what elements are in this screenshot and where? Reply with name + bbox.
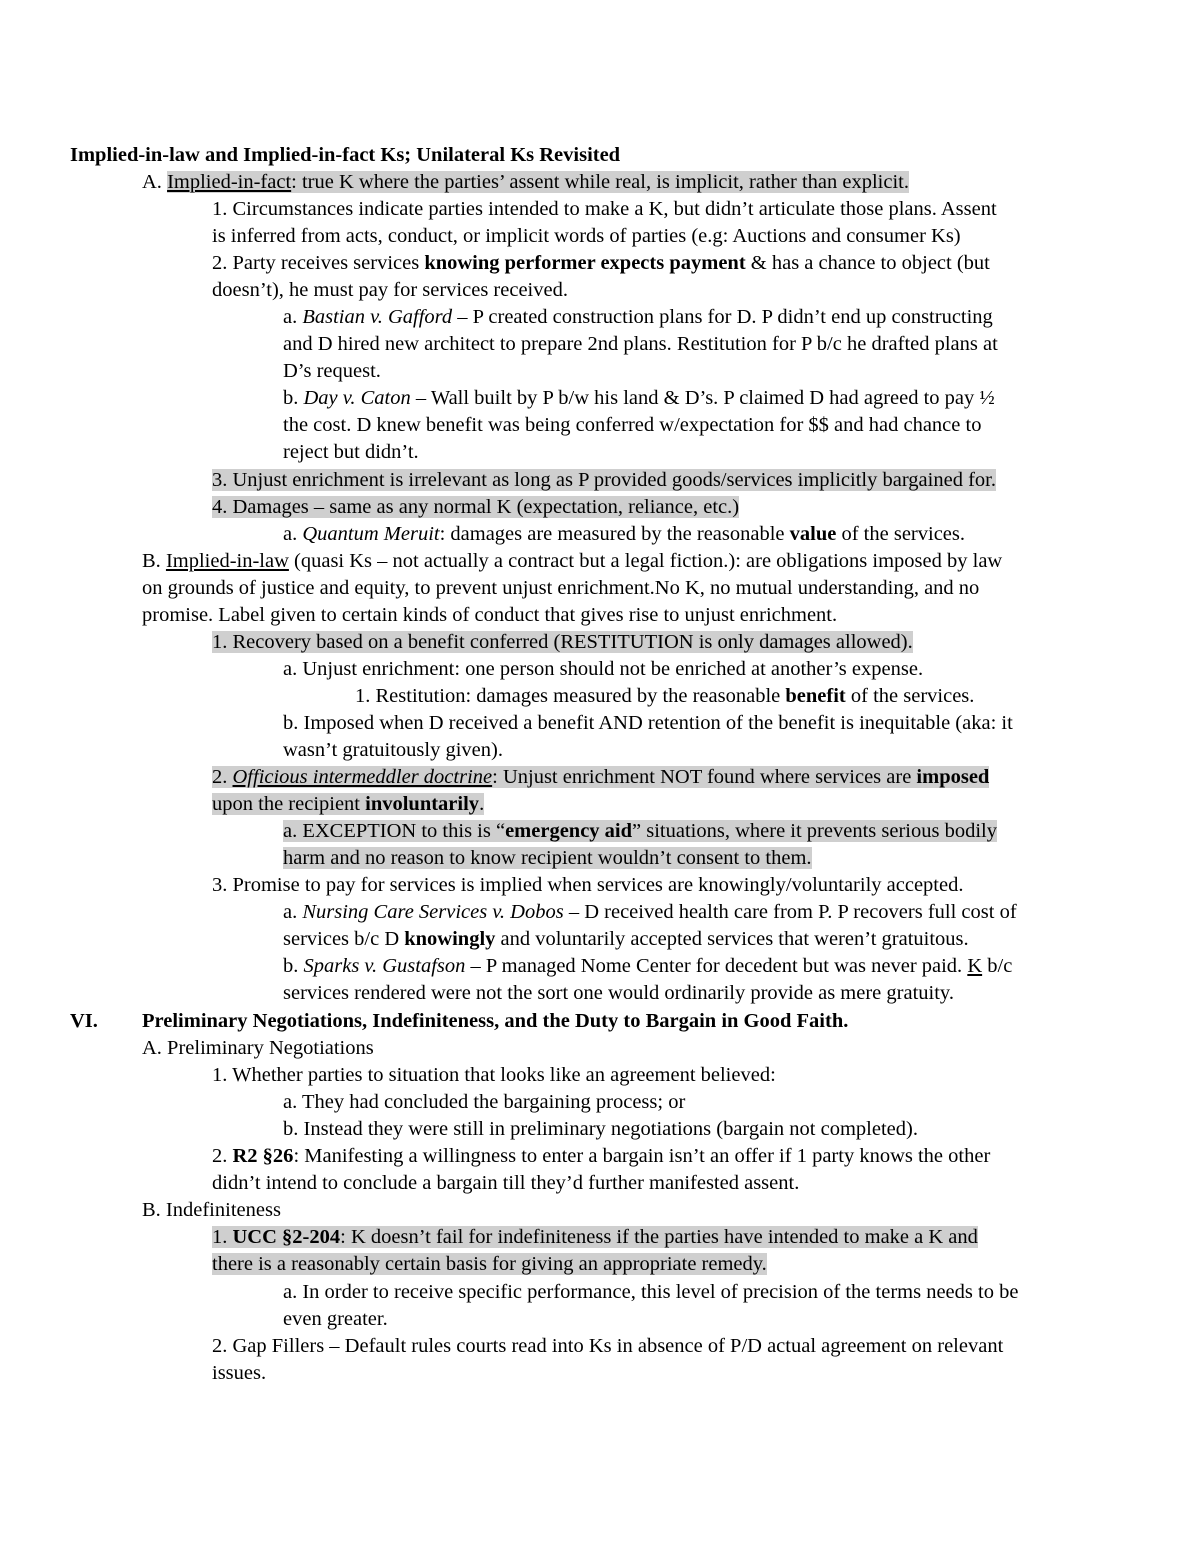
item-b1a-text: a. Unjust enrichment: one person should not be enriched at another’s expense. — [283, 658, 924, 680]
item-vi-a1 — [212, 1062, 776, 1089]
item-vi-a2-number: 2. — [212, 1145, 233, 1167]
case-bastian-letter: a. — [283, 306, 303, 328]
item-b1a1-pre: 1. Restitution: damages measured by the reasonable — [355, 685, 786, 707]
item-vi-a-text: A. Preliminary Negotiations — [142, 1037, 374, 1059]
item-b2a-line2 — [283, 845, 812, 872]
item-b2a-bold: emergency aid — [505, 820, 633, 842]
section-vi-title — [142, 1008, 848, 1035]
item-b2-l2-pre: upon the recipient — [212, 793, 366, 815]
case-nursing-line1 — [283, 899, 1017, 926]
item-b-line1 — [142, 548, 1002, 575]
item-b1a1 — [355, 683, 974, 710]
item-a4a-letter: a. — [283, 523, 303, 545]
item-vi-b1-text1: : K doesn’t fail for indefiniteness if the parties have intended to make a K and — [340, 1226, 978, 1248]
item-vi-a — [142, 1035, 374, 1062]
item-vi-b1-line1 — [212, 1224, 978, 1251]
item-a4a-bold: value — [789, 523, 837, 545]
item-a4a — [283, 521, 965, 548]
case-nursing-text1: – D received health care from P. P recovers full cost of — [563, 901, 1017, 923]
item-vi-b-text: B. Indefiniteness — [142, 1199, 281, 1221]
item-a2-line2 — [212, 277, 568, 304]
case-nursing-line2 — [283, 926, 969, 953]
item-vi-a1a-text: a. They had concluded the bargaining process; or — [283, 1091, 686, 1113]
item-b2-number: 2. — [212, 766, 233, 788]
item-vi-b1a-text2: even greater. — [283, 1308, 388, 1330]
item-b1b-line2 — [283, 737, 503, 764]
item-a4a-term: Quantum Meruit — [302, 523, 440, 545]
case-sparks-text1: – P managed Nome Center for decedent but was never paid. — [465, 955, 968, 977]
item-b2-line2 — [212, 791, 484, 818]
item-vi-a2-line2 — [212, 1170, 799, 1197]
item-b3 — [212, 872, 963, 899]
item-vi-a2-text1: : Manifesting a willingness to enter a bargain isn’t an offer if 1 party knows the other — [293, 1145, 991, 1167]
item-b-term: Implied-in-law — [165, 550, 289, 572]
item-vi-b — [142, 1197, 281, 1224]
item-b-line3 — [142, 602, 837, 629]
case-day-line2 — [283, 412, 981, 439]
case-sparks-letter: b. — [283, 955, 304, 977]
case-sparks-post: b/c — [982, 955, 1013, 977]
item-a — [142, 169, 909, 196]
item-vi-b1a-line2 — [283, 1306, 388, 1333]
case-sparks-name: Sparks v. Gustafson — [303, 955, 466, 977]
item-b-text2: on grounds of justice and equity, to prevent unjust enrichment.No K, no mutual understanding, and no — [142, 577, 980, 599]
item-vi-b1-number: 1. — [212, 1226, 233, 1248]
item-b2a-text2: harm and no reason to know recipient wouldn’t consent to them. — [283, 847, 812, 869]
item-a4 — [212, 494, 739, 521]
section-vi-number — [70, 1008, 98, 1035]
item-vi-a2-line1 — [212, 1143, 990, 1170]
case-day-text2: the cost. D knew benefit was being conferred w/expectation for $$ and had chance to — [283, 414, 982, 436]
item-b-letter: B. — [142, 550, 166, 572]
case-bastian-text3: D’s request. — [283, 360, 381, 382]
item-a2-pre: 2. Party receives services — [212, 252, 425, 274]
item-b2a-line1 — [283, 818, 997, 845]
case-day-letter: b. — [283, 387, 304, 409]
item-b3-text: 3. Promise to pay for services is implied when services are knowingly/voluntarily accepted. — [212, 874, 964, 896]
item-vi-b2-text2: issues. — [212, 1362, 267, 1384]
item-b2-bold2: involuntarily — [365, 793, 480, 815]
case-nursing-letter: a. — [283, 901, 303, 923]
case-day-line1 — [283, 385, 995, 412]
item-b-text1: (quasi Ks – not actually a contract but a legal fiction.): are obligations imposed by law — [288, 550, 1003, 572]
item-vi-b1-bold: UCC §2-204 — [232, 1226, 341, 1248]
item-a4a-mid: : damages are measured by the reasonable — [439, 523, 790, 545]
item-vi-b1a-line1 — [283, 1279, 1018, 1306]
item-a1-line1 — [212, 196, 997, 223]
item-b1b-text1: b. Imposed when D received a benefit AND retention of the benefit is inequitable (aka: it — [283, 712, 1013, 734]
item-b1b-line1 — [283, 710, 1013, 737]
case-day-text1: – Wall built by P b/w his land & D’s. P claimed D had agreed to pay ½ — [410, 387, 995, 409]
item-vi-b2-line1 — [212, 1333, 1003, 1360]
item-b1b-text2: wasn’t gratuitously given). — [283, 739, 503, 761]
heading-text: Implied-in-law and Implied-in-fact Ks; Unilateral Ks Revisited — [70, 144, 621, 166]
item-vi-b1a-text1: a. In order to receive specific performance, this level of precision of the terms needs to be — [283, 1281, 1019, 1303]
item-a-letter: A. — [142, 171, 168, 193]
item-a4a-post: of the services. — [836, 523, 966, 545]
item-b1-text: 1. Recovery based on a benefit conferred (RESTITUTION is only damages allowed). — [212, 631, 913, 653]
item-b2-mid: : Unjust enrichment NOT found where services are — [492, 766, 917, 788]
case-bastian-name: Bastian v. Gafford — [302, 306, 453, 328]
case-day-text3: reject but didn’t. — [283, 441, 419, 463]
item-a2-post: & has a chance to object (but — [745, 252, 990, 274]
case-bastian-line1 — [283, 304, 993, 331]
item-a1-text1: 1. Circumstances indicate parties intended to make a K, but didn’t articulate those plans. Assent — [212, 198, 997, 220]
case-bastian-line2 — [283, 331, 998, 358]
section-vi-title-text: Preliminary Negotiations, Indefiniteness, and the Duty to Bargain in Good Faith. — [142, 1010, 849, 1032]
item-a3 — [212, 467, 996, 494]
case-nursing-name: Nursing Care Services v. Dobos — [302, 901, 564, 923]
item-vi-a1b — [283, 1116, 918, 1143]
case-bastian-text1: – P created construction plans for D. P didn’t end up constructing — [452, 306, 993, 328]
case-sparks-k: K — [967, 955, 983, 977]
case-nursing-l2-post: and voluntarily accepted services that weren’t gratuitous. — [495, 928, 969, 950]
item-vi-a1b-text: b. Instead they were still in preliminary negotiations (bargain not completed). — [283, 1118, 918, 1140]
case-day-line3 — [283, 439, 419, 466]
item-b2-term: Officious intermeddler doctrine — [232, 766, 493, 788]
item-vi-b1-text2: there is a reasonably certain basis for giving an appropriate remedy. — [212, 1253, 767, 1275]
item-a2-bold: knowing performer expects payment — [424, 252, 746, 274]
item-b1a1-post: of the services. — [845, 685, 975, 707]
item-a-term: Implied-in-fact — [167, 171, 292, 193]
item-vi-a2-text2: didn’t intend to conclude a bargain till they’d further manifested assent. — [212, 1172, 800, 1194]
case-sparks-text2: services rendered were not the sort one would ordinarily provide as mere gratuity. — [283, 982, 954, 1004]
item-b2-highlight2 — [212, 793, 484, 815]
item-vi-b2-line2 — [212, 1360, 266, 1387]
item-b2-l2-post: . — [479, 793, 485, 815]
item-a3-text: 3. Unjust enrichment is irrelevant as long as P provided goods/services implicitly bargained for. — [212, 469, 996, 491]
item-b2-bold1: imposed — [916, 766, 990, 788]
item-b-text3: promise. Label given to certain kinds of conduct that gives rise to unjust enrichment. — [142, 604, 838, 626]
case-sparks-line1 — [283, 953, 1012, 980]
case-sparks-line2 — [283, 980, 954, 1007]
section-heading — [70, 142, 620, 169]
item-a1-line2 — [212, 223, 961, 250]
item-vi-b1-highlight1 — [212, 1226, 978, 1248]
item-b2-highlight1 — [212, 766, 989, 788]
item-vi-b1-line2 — [212, 1251, 767, 1278]
case-bastian-line3 — [283, 358, 381, 385]
item-vi-b2-text1: 2. Gap Fillers – Default rules courts read into Ks in absence of P/D actual agreement on relevant — [212, 1335, 1004, 1357]
case-day-name: Day v. Caton — [303, 387, 411, 409]
case-nursing-bold: knowingly — [404, 928, 496, 950]
item-a4-text: 4. Damages – same as any normal K (expectation, reliance, etc.) — [212, 496, 740, 518]
item-vi-a1-text: 1. Whether parties to situation that looks like an agreement believed: — [212, 1064, 776, 1086]
item-a1-text2: is inferred from acts, conduct, or implicit words of parties (e.g: Auctions and consumer Ks) — [212, 225, 961, 247]
item-a2-text2: doesn’t), he must pay for services received. — [212, 279, 568, 301]
item-a2-line1 — [212, 250, 990, 277]
section-vi-numeral: VI. — [70, 1010, 98, 1032]
item-b2a-post: ” situations, where it prevents serious bodily — [632, 820, 997, 842]
item-a-definition: : true K where the parties’ assent while real, is implicit, rather than explicit. — [291, 171, 909, 193]
item-b1a — [283, 656, 923, 683]
case-nursing-l2-pre: services b/c D — [283, 928, 405, 950]
item-b2a-pre: a. EXCEPTION to this is “ — [283, 820, 506, 842]
item-b1 — [212, 629, 913, 656]
item-b2-line1 — [212, 764, 989, 791]
item-b-line2 — [142, 575, 979, 602]
item-a-highlight — [167, 171, 909, 193]
item-vi-a2-bold: R2 §26 — [232, 1145, 294, 1167]
item-b1a1-bold: benefit — [785, 685, 846, 707]
item-b2a-highlight1 — [283, 820, 997, 842]
case-bastian-text2: and D hired new architect to prepare 2nd plans. Restitution for P b/c he drafted plans at — [283, 333, 998, 355]
item-vi-a1a — [283, 1089, 685, 1116]
